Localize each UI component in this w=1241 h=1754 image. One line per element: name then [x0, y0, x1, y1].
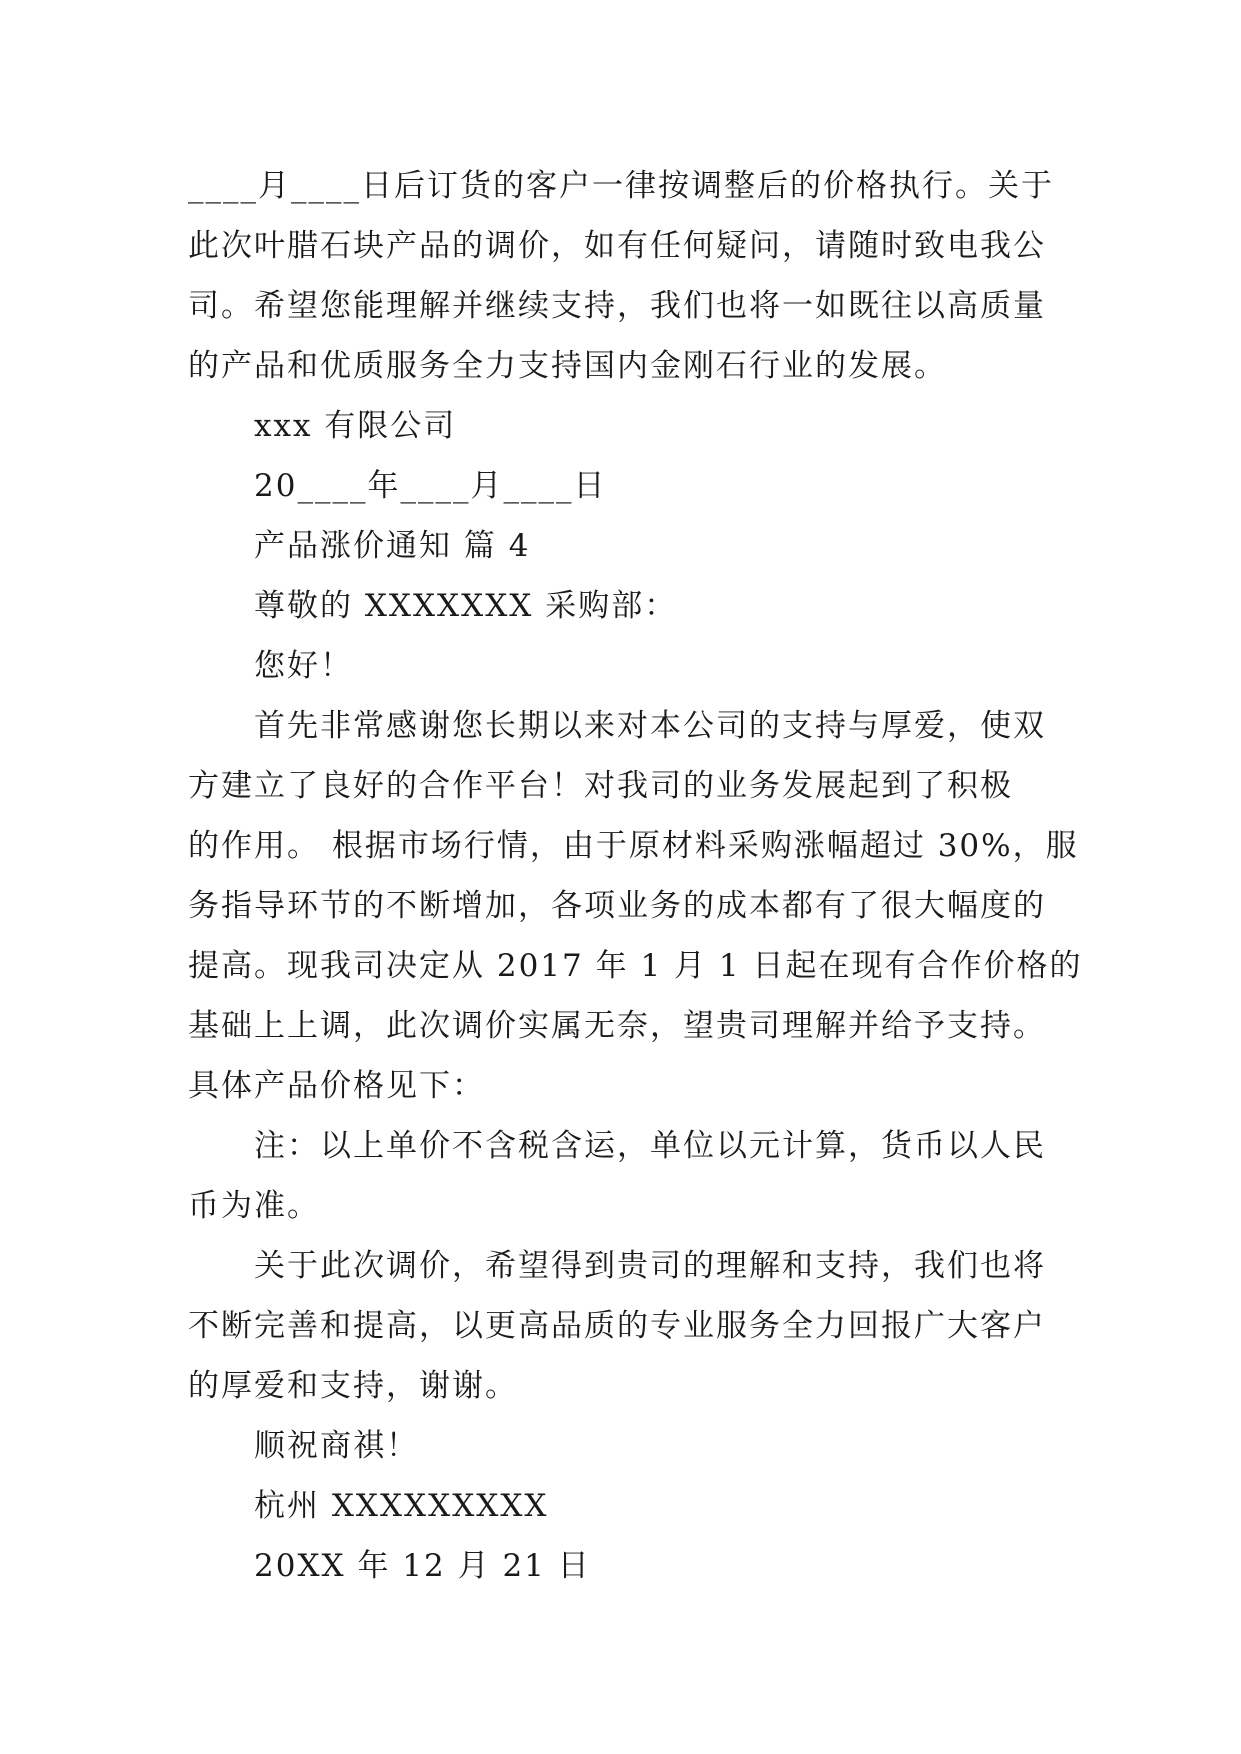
paragraph-line: 首先非常感谢您长期以来对本公司的支持与厚爱，使双 — [254, 708, 1046, 744]
paragraph-line: 提高。现我司决定从 2017 年 1 月 1 日起在现有合作价格的 — [188, 948, 1083, 984]
company-signature: xxx 有限公司 — [254, 408, 457, 444]
closing: 顺祝商祺！ — [254, 1428, 419, 1464]
sender-name: 杭州 XXXXXXXXX — [254, 1488, 549, 1524]
salutation: 尊敬的 XXXXXXX 采购部： — [254, 588, 678, 624]
paragraph-line: 的厚爱和支持，谢谢。 — [188, 1368, 518, 1404]
greeting: 您好！ — [254, 648, 353, 684]
date-line: 20____年____月____日 — [254, 468, 607, 504]
section-title: 产品涨价通知 篇 4 — [254, 528, 531, 564]
paragraph-line: 的作用。 根据市场行情，由于原材料采购涨幅超过 30%，服 — [188, 828, 1079, 864]
paragraph-line: 基础上上调，此次调价实属无奈，望贵司理解并给予支持。 — [188, 1008, 1046, 1044]
note-line: 注：以上单价不含税含运，单位以元计算，货币以人民 — [254, 1128, 1046, 1164]
paragraph-line: 方建立了良好的合作平台！对我司的业务发展起到了积极 — [188, 768, 1013, 804]
paragraph-line: 不断完善和提高，以更高品质的专业服务全力回报广大客户 — [188, 1308, 1046, 1344]
paragraph-line: 关于此次调价，希望得到贵司的理解和支持，我们也将 — [254, 1248, 1046, 1284]
sender-date: 20XX 年 12 月 21 日 — [254, 1548, 591, 1584]
paragraph-line: 司。希望您能理解并继续支持，我们也将一如既往以高质量 — [188, 288, 1046, 324]
paragraph-line: 具体产品价格见下： — [188, 1068, 485, 1104]
paragraph-line: 务指导环节的不断增加，各项业务的成本都有了很大幅度的 — [188, 888, 1046, 924]
paragraph-line: 此次叶腊石块产品的调价，如有任何疑问，请随时致电我公 — [188, 228, 1046, 264]
paragraph-line: ____月____日后订货的客户一律按调整后的价格执行。关于 — [188, 168, 1054, 204]
paragraph-line: 的产品和优质服务全力支持国内金刚石行业的发展。 — [188, 348, 947, 384]
document-body — [188, 156, 1083, 1596]
note-line: 币为准。 — [188, 1188, 320, 1224]
